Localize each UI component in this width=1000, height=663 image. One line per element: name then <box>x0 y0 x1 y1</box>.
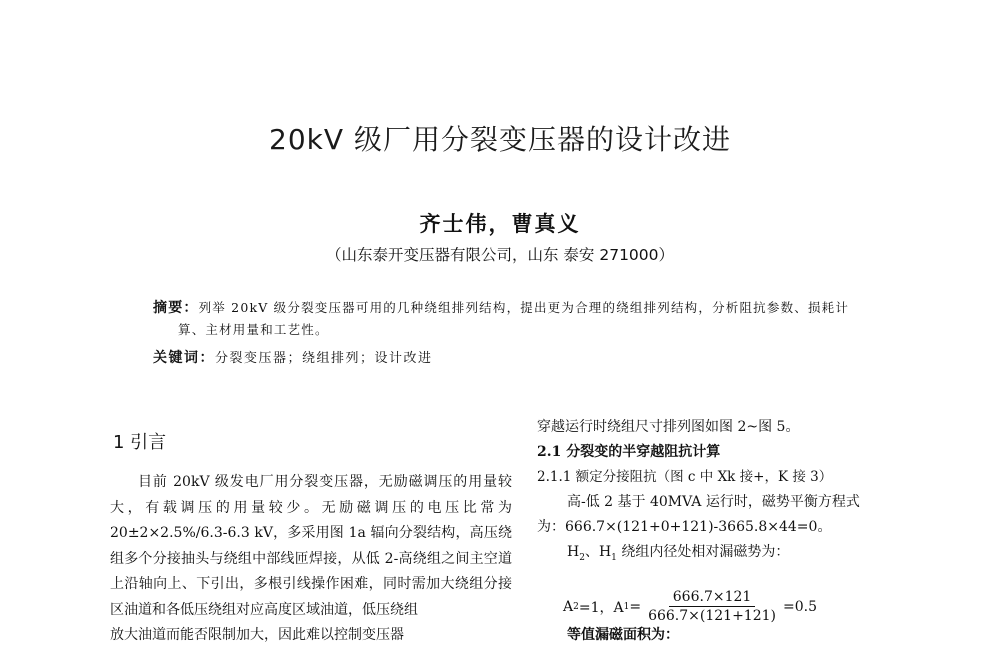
subsection-heading-2-1-1: 2.1.1 额定分接阻抗（图 c 中 Xk 接+，K 接 3） <box>537 469 833 485</box>
text-fragment: 绕组内径处相对漏磁势为： <box>616 544 790 560</box>
abstract-text-line2: 算、主材用量和工艺性。 <box>178 322 329 337</box>
abstract <box>153 297 898 341</box>
subscript: 1 <box>623 601 630 612</box>
symbol-h: H <box>567 544 580 560</box>
introduction-paragraph: 目前 20kV 级发电厂用分裂变压器，无励磁调压的用量较大，有载调压的用量较少。无励磁调压的电压比常为 20±2×2.5%/6.3-6.3 kV，多采用图 1a 辐向分裂结构，高压绕组多个分接抽头与绕组中部线匝焊接，从低 2-高绕组之间主空道上沿轴向上、下引出，多根引线操作困难，同时需加大绕组分接区油道和各低压绕组对应高度区域油道，低压绕组 <box>110 474 512 618</box>
left-column <box>110 470 512 649</box>
right-text-line5 <box>537 540 929 571</box>
right-column <box>537 415 929 571</box>
equivalent-area-label: 等值漏磁面积为： <box>567 627 679 643</box>
section-heading-2-1: 2.1 分裂变的半穿越阻抗计算 <box>537 444 721 460</box>
abstract-label: 摘要： <box>153 300 199 316</box>
symbol-a: A <box>563 598 574 615</box>
equation-relative-leakage <box>563 588 817 625</box>
introduction-cutoff-line: 放大油道而能否限制加大，因此难以控制变压器 <box>110 627 404 643</box>
subscript: 1 <box>611 552 617 563</box>
section-heading-introduction: 1 引言 <box>113 432 167 453</box>
paper-title: 20kV 级厂用分裂变压器的设计改进 <box>269 123 731 156</box>
fraction <box>644 588 780 625</box>
equals-sign: = <box>629 598 642 615</box>
author-affiliation: （山东泰开变压器有限公司，山东 泰安 271000） <box>325 246 675 264</box>
text-fragment: =1，A <box>578 599 624 616</box>
fraction-denominator: 666.7×(121+121) <box>648 608 776 624</box>
keywords <box>153 347 898 367</box>
symbol-h: 、H <box>584 544 612 560</box>
right-text-line4: 为：666.7×(121+0+121)-3665.8×44=0。 <box>537 519 832 535</box>
abstract-text-line1: 列举 20kV 级分裂变压器可用的几种绕组排列结构，提出更为合理的绕组排列结构，分析阻抗参数、损耗计 <box>198 300 850 315</box>
equation-result: =0.5 <box>783 598 817 615</box>
fraction-numerator: 666.7×121 <box>669 588 756 607</box>
keywords-label: 关键词： <box>153 350 215 366</box>
right-text-line1: 穿越运行时绕组尺寸排列图如图 2~图 5。 <box>537 419 800 435</box>
subscript: 2 <box>579 552 585 563</box>
keywords-text: 分裂变压器；绕组排列；设计改进 <box>215 351 433 366</box>
right-text-line3: 高-低 2 基于 40MVA 运行时，磁势平衡方程式 <box>567 494 860 510</box>
subscript: 2 <box>573 601 579 612</box>
paper-authors: 齐士伟，曹真义 <box>419 211 581 236</box>
